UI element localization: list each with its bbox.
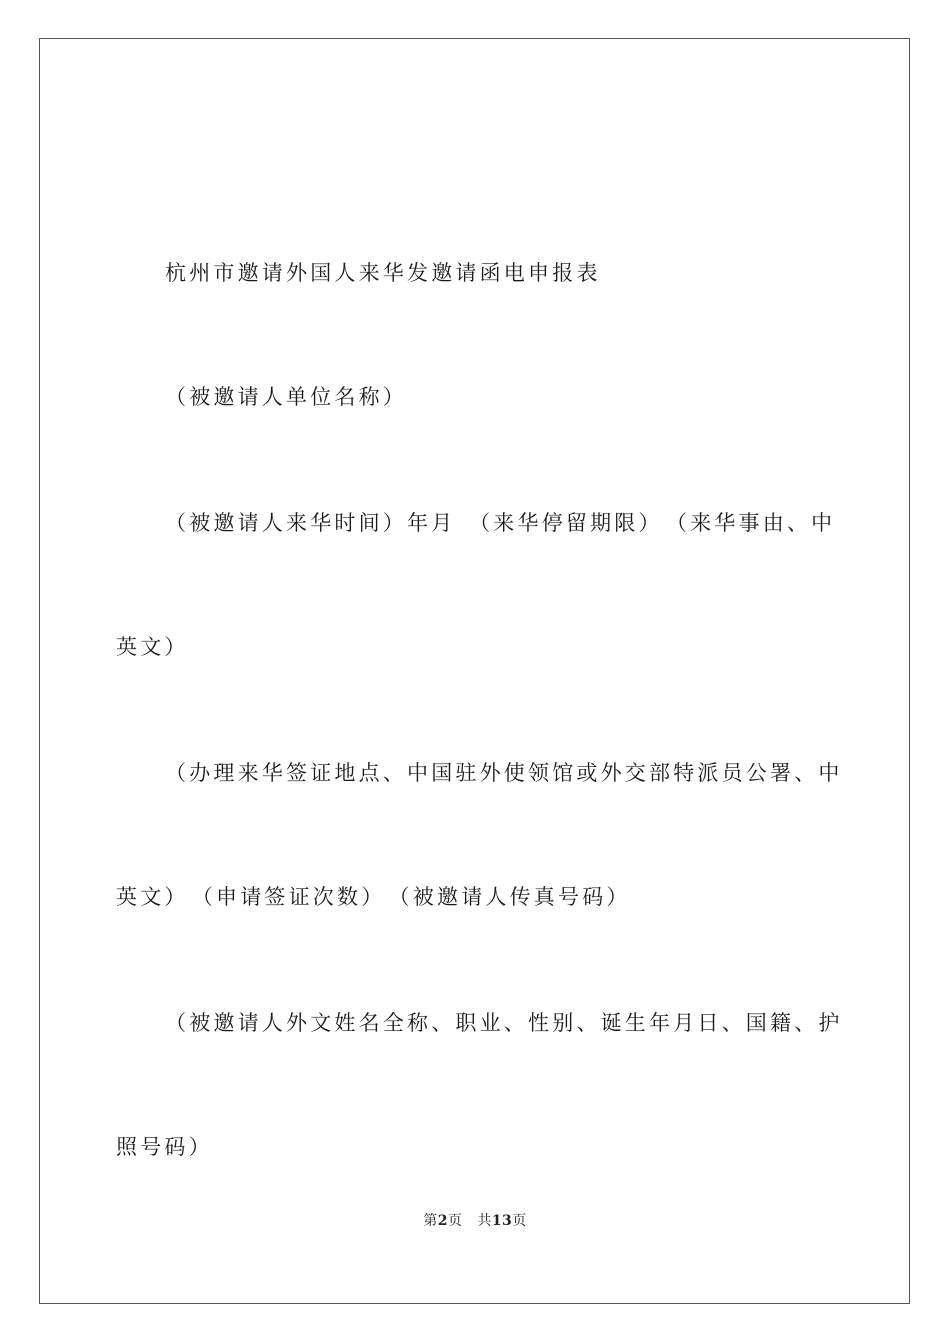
text-line-6: （被邀请人外文姓名全称、职业、性别、诞生年月日、国籍、护 [165, 1011, 843, 1035]
page-footer [0, 1210, 950, 1230]
document-title: 杭州市邀请外国人来华发邀请函电申报表 [165, 261, 601, 285]
total-suffix: 页 [512, 1213, 527, 1229]
page-frame [39, 38, 910, 1304]
text-line-2: （被邀请人来华时间）年月 （来华停留期限） （来华事由、中 [165, 511, 836, 535]
page-current: 2 [437, 1213, 448, 1229]
text-line-3: 英文） [116, 635, 189, 659]
page-total: 13 [491, 1213, 513, 1229]
text-line-5: 英文） （申请签证次数） （被邀请人传真号码） [116, 885, 631, 909]
text-line-1: （被邀请人单位名称） [165, 385, 407, 409]
page-suffix: 页 [447, 1213, 463, 1229]
text-line-4: （办理来华签证地点、中国驻外使领馆或外交部特派员公署、中 [165, 761, 843, 785]
text-line-7: 照号码） [116, 1135, 213, 1159]
total-prefix: 共 [477, 1213, 492, 1229]
page-prefix: 第 [423, 1213, 438, 1229]
